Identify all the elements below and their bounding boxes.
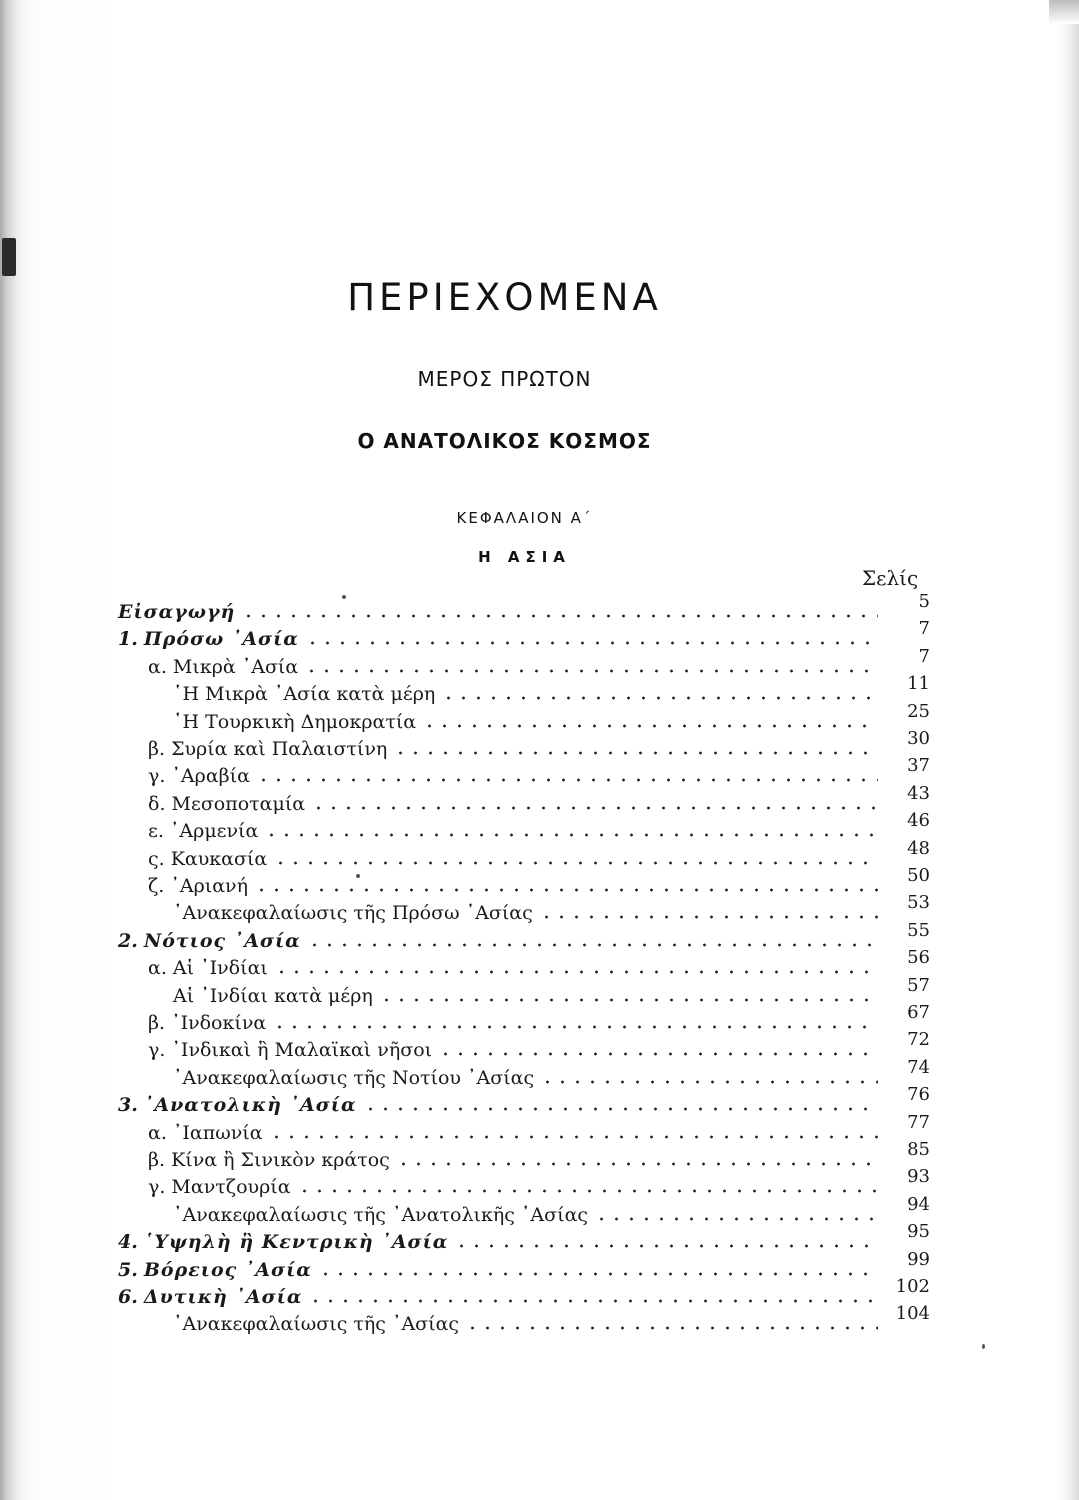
toc-row <box>173 673 930 706</box>
scan-speck <box>356 874 360 878</box>
toc-row <box>173 1056 930 1090</box>
toc-page-number: 46 <box>907 810 930 832</box>
toc-row <box>148 782 930 816</box>
page-column-label: Σελίς <box>862 566 919 590</box>
toc-page-number: 43 <box>907 782 930 804</box>
toc-label: ζ. ᾿Αριανή <box>148 875 248 897</box>
toc-page-number: 95 <box>907 1221 930 1243</box>
dot-leader <box>254 887 878 893</box>
toc-label: Πρόσω ᾿Ασία <box>143 628 299 651</box>
dot-leader <box>297 1188 878 1194</box>
toc-page-number: 74 <box>907 1056 930 1078</box>
toc-page-number: 67 <box>907 1002 930 1023</box>
toc-row <box>148 865 930 898</box>
dot-leader <box>594 1216 878 1222</box>
dot-leader <box>465 1325 878 1331</box>
toc-label: ᾿Ανακεφαλαίωσις τῆς ᾿Ασίας <box>173 1313 460 1336</box>
toc-number: 4. <box>118 1231 138 1254</box>
toc-row <box>173 700 930 734</box>
dot-leader <box>422 723 878 729</box>
scan-speck <box>982 1344 985 1349</box>
toc-label: ε. ᾿Αρμενία <box>148 820 259 843</box>
toc-page-number: 53 <box>907 892 930 914</box>
toc-number: 1. <box>118 628 138 651</box>
toc-page-number: 7 <box>918 645 930 667</box>
dot-leader <box>438 1051 878 1057</box>
dot-leader <box>269 1134 878 1140</box>
part-heading: ΜΕΡΟΣ ΠΡΩΤΟΝ <box>417 367 592 391</box>
toc-label: ᾿Ανακεφαλαίωσις τῆς Πρόσω ᾿Ασίας <box>173 902 533 925</box>
toc-label: δ. Μεσοποταμία <box>148 792 306 815</box>
toc-page-number: 50 <box>907 865 930 886</box>
dot-leader <box>454 1243 878 1249</box>
toc-page-number: 25 <box>907 700 930 722</box>
dot-leader <box>256 777 878 783</box>
toc-label: α. Αἱ ᾿Ινδίαι <box>148 957 268 980</box>
toc-row <box>148 1166 930 1199</box>
page-title: ΠΕΡΙΕΧΟΜΕΝΑ <box>347 276 662 319</box>
toc-label: β. Συρία καὶ Παλαιστίνη <box>148 738 388 760</box>
toc-label: Νότιος ᾿Ασία <box>143 929 301 952</box>
toc-row <box>148 1029 930 1062</box>
dot-leader <box>441 695 878 701</box>
toc-label: γ. ᾿Ινδικαὶ ἢ Μαλαϊκαὶ νῆσοι <box>148 1039 433 1062</box>
toc-row <box>148 1139 930 1172</box>
toc-page-number: 48 <box>907 837 930 859</box>
toc-row <box>148 728 930 761</box>
toc-number: 3. <box>118 1094 138 1117</box>
toc-row <box>118 591 930 624</box>
toc-label: Βόρειος ᾿Ασία <box>143 1258 312 1281</box>
dot-leader <box>307 942 878 948</box>
toc-label: Αἱ ᾿Ινδίαι κατὰ μέρη <box>173 984 373 1007</box>
dot-leader <box>363 1106 878 1112</box>
toc-row <box>118 1084 930 1117</box>
dot-leader <box>318 1271 878 1277</box>
toc-row <box>173 1303 930 1336</box>
toc-row <box>148 947 930 980</box>
dot-leader <box>540 1079 878 1085</box>
dot-leader <box>274 969 878 975</box>
scan-speck <box>342 595 346 599</box>
toc-page-number: 56 <box>907 947 930 969</box>
toc-label: α. Μικρὰ ᾿Ασία <box>148 655 299 678</box>
toc-label: Δυτικὴ ᾿Ασία <box>143 1286 303 1308</box>
toc-number: 5. <box>118 1258 138 1281</box>
toc-row <box>148 1111 930 1145</box>
toc-number: 6. <box>118 1286 138 1308</box>
toc-page-number: 5 <box>918 591 930 612</box>
toc-page-number: 55 <box>907 919 930 941</box>
toc-page-number: 37 <box>907 755 930 777</box>
toc-page-number: 77 <box>907 1111 930 1133</box>
toc-page-number: 85 <box>907 1139 930 1160</box>
toc-number: 2. <box>118 929 138 952</box>
dot-leader <box>304 668 878 674</box>
toc-label: ῾Η Τουρκικὴ Δημοκρατία <box>173 710 417 733</box>
toc-label: ᾿Ανατολικὴ ᾿Ασία <box>143 1094 357 1117</box>
dot-leader <box>311 805 878 811</box>
chapter-title: Η ΑΣΙΑ <box>478 548 571 566</box>
toc-page-number: 76 <box>907 1084 930 1106</box>
toc-page-number: 57 <box>907 974 930 996</box>
toc-page-number: 102 <box>895 1276 930 1297</box>
dot-leader <box>305 640 878 646</box>
dot-leader <box>272 1024 878 1030</box>
toc-row <box>148 837 930 871</box>
toc-row <box>173 1193 930 1227</box>
toc-row <box>148 645 930 679</box>
toc-label: ῾Υψηλὴ ἢ Κεντρικὴ ᾿Ασία <box>143 1231 449 1254</box>
toc-label: Εἰσαγωγή <box>118 601 236 623</box>
toc-row <box>118 1221 930 1254</box>
dot-leader <box>379 997 878 1003</box>
dot-leader <box>396 1161 878 1167</box>
dot-leader <box>273 860 878 866</box>
part-title: Ο ΑΝΑΤΟΛΙΚΟΣ ΚΟΣΜΟΣ <box>357 429 652 453</box>
toc-label: γ. ᾿Αραβία <box>148 765 250 788</box>
toc-label: ῾Η Μικρὰ ᾿Ασία κατὰ μέρη <box>173 683 436 706</box>
toc-page-number: 72 <box>907 1029 930 1051</box>
toc-row <box>118 1276 930 1309</box>
toc-label: γ. Μαντζουρία <box>148 1176 291 1199</box>
toc-row <box>118 919 930 953</box>
toc-page-number: 11 <box>907 673 930 695</box>
toc-row <box>148 1002 930 1035</box>
toc-page-number: 94 <box>907 1193 930 1215</box>
toc-row <box>148 810 930 843</box>
toc-label: ς. Καυκασία <box>148 847 268 870</box>
dot-leader <box>393 750 878 756</box>
toc-row <box>173 974 930 1008</box>
toc-page-number: 104 <box>895 1303 930 1325</box>
toc-page-number: 7 <box>918 618 930 640</box>
toc-label: β. Κίνα ἢ Σινικὸν κράτος <box>148 1149 390 1171</box>
toc-row <box>173 892 930 925</box>
toc-label: ᾿Ανακεφαλαίωσις τῆς ᾿Ανατολικῆς ᾿Ασίας <box>173 1203 589 1226</box>
toc-row <box>148 755 930 788</box>
dot-leader <box>264 832 878 838</box>
toc-label: α. ᾿Ιαπωνία <box>148 1121 263 1144</box>
dot-leader <box>241 613 878 619</box>
dot-leader <box>539 914 878 920</box>
toc-row <box>118 1248 930 1282</box>
toc-row <box>118 618 930 651</box>
chapter-heading: ΚΕΦΑΛΑΙΟΝ Α΄ <box>456 509 593 527</box>
toc-page-number: 99 <box>907 1248 930 1270</box>
toc-label: ᾿Ανακεφαλαίωσις τῆς Νοτίου ᾿Ασίας <box>173 1066 535 1089</box>
toc-page-number: 30 <box>907 728 930 749</box>
toc-page-number: 93 <box>907 1166 930 1188</box>
dot-leader <box>308 1298 878 1304</box>
toc-label: β. ᾿Ινδοκίνα <box>148 1012 267 1034</box>
